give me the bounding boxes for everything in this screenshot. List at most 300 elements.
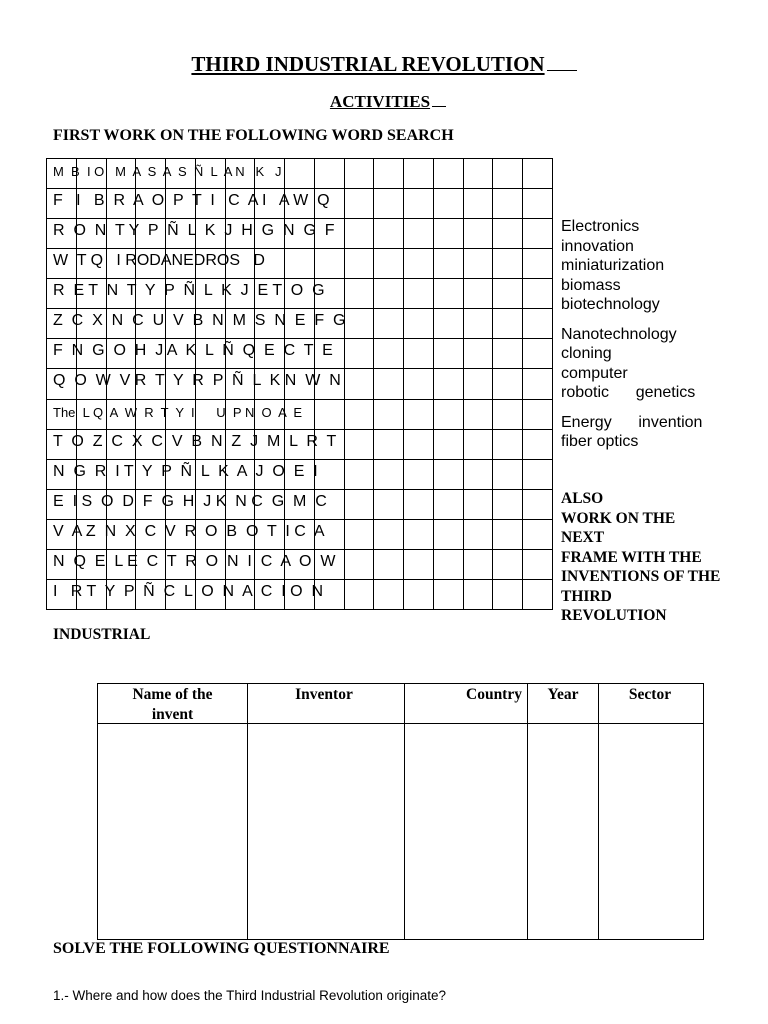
grid-cell <box>345 279 375 309</box>
grid-cell <box>345 189 375 219</box>
grid-cell <box>255 279 285 309</box>
grid-cell <box>345 309 375 339</box>
grid-cell <box>77 400 107 430</box>
grid-cell <box>166 189 196 219</box>
word-search-row: R O N T Y P Ñ L K J H G N G F <box>53 222 335 240</box>
grid-cell <box>136 430 166 460</box>
grid-cell <box>107 460 137 490</box>
grid-cell <box>493 189 523 219</box>
grid-cell <box>285 369 315 399</box>
grid-cell <box>434 430 464 460</box>
grid-cell <box>136 279 166 309</box>
grid-cell <box>47 520 77 550</box>
also-line: ALSO <box>561 490 604 507</box>
grid-cell <box>464 430 494 460</box>
grid-cell <box>226 490 256 520</box>
header-name: Name of the invent <box>132 686 213 723</box>
grid-cell <box>196 369 226 399</box>
grid-cell <box>285 159 315 189</box>
grid-cell <box>374 159 404 189</box>
word-list-item: cloning <box>561 345 612 362</box>
grid-cell <box>493 550 523 580</box>
grid-cell <box>493 219 523 249</box>
grid-cell <box>434 159 464 189</box>
grid-cell <box>196 309 226 339</box>
grid-cell <box>136 490 166 520</box>
grid-cell <box>47 400 77 430</box>
grid-cell <box>136 580 166 610</box>
grid-cell <box>523 339 553 369</box>
grid-cell <box>285 490 315 520</box>
grid-cell <box>315 430 345 460</box>
grid-cell <box>196 430 226 460</box>
grid-cell <box>374 580 404 610</box>
grid-cell <box>374 520 404 550</box>
grid-cell <box>493 339 523 369</box>
word-list-item: innovation <box>561 237 634 255</box>
grid-cell <box>493 520 523 550</box>
grid-cell <box>404 490 434 520</box>
grid-cell <box>464 520 494 550</box>
grid-cell <box>226 219 256 249</box>
grid-cell <box>196 189 226 219</box>
grid-cell <box>523 309 553 339</box>
grid-cell <box>166 400 196 430</box>
grid-cell <box>255 219 285 249</box>
grid-cell <box>285 339 315 369</box>
grid-cell <box>315 460 345 490</box>
also-line: FRAME WITH THE <box>561 548 702 566</box>
grid-cell <box>345 460 375 490</box>
grid-cell <box>166 369 196 399</box>
grid-cell <box>523 369 553 399</box>
grid-cell <box>196 249 226 279</box>
grid-cell <box>196 460 226 490</box>
grid-cell <box>47 490 77 520</box>
grid-cell <box>166 430 196 460</box>
grid-cell <box>315 490 345 520</box>
grid-cell <box>464 249 494 279</box>
grid-cell <box>374 550 404 580</box>
grid-cell <box>285 550 315 580</box>
grid-cell <box>315 580 345 610</box>
word-search-row: M B I O M A S A S Ñ L A N K J <box>53 164 282 179</box>
grid-cell <box>47 159 77 189</box>
grid-cell <box>77 309 107 339</box>
grid-cell <box>255 339 285 369</box>
grid-cell <box>404 550 434 580</box>
grid-cell <box>107 159 137 189</box>
grid-cell <box>226 279 256 309</box>
grid-cell <box>464 550 494 580</box>
grid-cell <box>226 550 256 580</box>
word-search-instruction: FIRST WORK ON THE FOLLOWING WORD SEARCH <box>53 127 454 144</box>
grid-cell <box>345 339 375 369</box>
grid-cell <box>107 339 137 369</box>
grid-cell <box>464 369 494 399</box>
grid-cell <box>315 189 345 219</box>
grid-cell <box>285 219 315 249</box>
page-title: THIRD INDUSTRIAL REVOLUTION <box>0 52 768 77</box>
also-line: REVOLUTION <box>561 607 667 624</box>
grid-cell <box>464 339 494 369</box>
grid-cell <box>434 249 464 279</box>
grid-cell <box>464 189 494 219</box>
word-search-row: I R T Y P Ñ C L O N A C I O N <box>53 582 324 600</box>
grid-cell <box>255 159 285 189</box>
word-list-item: Electronics <box>561 218 640 235</box>
grid-cell <box>315 279 345 309</box>
grid-cell <box>464 400 494 430</box>
grid-cell <box>255 580 285 610</box>
grid-cell <box>107 219 137 249</box>
grid-cell <box>107 490 137 520</box>
grid-cell <box>136 550 166 580</box>
grid-cell <box>47 550 77 580</box>
grid-cell <box>434 309 464 339</box>
grid-cell <box>47 189 77 219</box>
grid-cell <box>226 309 256 339</box>
word-search-row: W T Q I RODANEDROS D <box>53 252 265 270</box>
grid-cell <box>166 219 196 249</box>
grid-cell <box>196 550 226 580</box>
grid-cell <box>196 219 226 249</box>
grid-cell <box>107 309 137 339</box>
grid-cell <box>315 550 345 580</box>
grid-cell <box>77 369 107 399</box>
grid-cell <box>226 339 256 369</box>
word-search-row: Q O W V R T Y R P Ñ L K N W N <box>53 372 341 390</box>
grid-cell <box>285 460 315 490</box>
grid-cell <box>77 430 107 460</box>
grid-cell <box>196 159 226 189</box>
grid-cell <box>47 249 77 279</box>
grid-cell <box>434 369 464 399</box>
grid-cell <box>345 400 375 430</box>
grid-cell <box>107 189 137 219</box>
grid-cell <box>136 339 166 369</box>
grid-cell <box>493 369 523 399</box>
grid-cell <box>166 460 196 490</box>
grid-cell <box>196 400 226 430</box>
grid-cell <box>226 249 256 279</box>
grid-cell <box>166 309 196 339</box>
questionnaire-heading: SOLVE THE FOLLOWING QUESTIONNAIRE <box>53 940 390 957</box>
grid-cell <box>464 159 494 189</box>
grid-cell <box>77 520 107 550</box>
grid-cell <box>166 550 196 580</box>
word-list-item: biotechnology <box>561 296 660 313</box>
grid-cell <box>493 400 523 430</box>
grid-cell <box>196 339 226 369</box>
grid-cell <box>434 339 464 369</box>
grid-cell <box>434 520 464 550</box>
grid-cell <box>77 249 107 279</box>
grid-cell <box>374 249 404 279</box>
header-year: Year <box>547 686 579 703</box>
grid-cell <box>434 400 464 430</box>
grid-cell <box>196 520 226 550</box>
word-search-row: The L Q A W R T Y I U P N O A E <box>53 404 303 420</box>
grid-cell <box>374 339 404 369</box>
grid-cell <box>493 309 523 339</box>
grid-cell <box>374 189 404 219</box>
grid-cell <box>285 249 315 279</box>
grid-cell <box>404 369 434 399</box>
grid-cell <box>493 159 523 189</box>
word-search-grid <box>46 158 553 610</box>
grid-cell <box>285 400 315 430</box>
grid-cell <box>285 309 315 339</box>
grid-cell <box>226 520 256 550</box>
grid-cell <box>464 309 494 339</box>
grid-cell <box>107 279 137 309</box>
grid-cell <box>77 159 107 189</box>
grid-cell <box>464 490 494 520</box>
grid-cell <box>315 309 345 339</box>
grid-cell <box>493 460 523 490</box>
grid-cell <box>166 490 196 520</box>
grid-cell <box>107 580 137 610</box>
grid-cell <box>285 580 315 610</box>
grid-cell <box>464 580 494 610</box>
grid-cell <box>345 369 375 399</box>
also-instruction <box>561 489 720 626</box>
grid-cell <box>523 490 553 520</box>
also-line: NEXT <box>561 529 605 546</box>
grid-cell <box>255 400 285 430</box>
grid-cell <box>315 339 345 369</box>
grid-cell <box>493 279 523 309</box>
grid-cell <box>404 460 434 490</box>
word-search-row: F I B R A O P T I C A I A W Q <box>53 192 330 210</box>
grid-cell <box>345 249 375 279</box>
grid-cell <box>77 580 107 610</box>
grid-cell <box>345 520 375 550</box>
grid-cell <box>464 460 494 490</box>
grid-cell <box>315 520 345 550</box>
grid-cell <box>315 400 345 430</box>
grid-cell <box>47 309 77 339</box>
grid-cell <box>226 580 256 610</box>
grid-cell <box>136 219 166 249</box>
grid-cell <box>47 460 77 490</box>
grid-cell <box>374 490 404 520</box>
grid-cell <box>404 249 434 279</box>
grid-cell <box>404 219 434 249</box>
grid-cell <box>166 339 196 369</box>
industrial-label: INDUSTRIAL <box>53 626 151 643</box>
grid-cell <box>345 580 375 610</box>
grid-cell <box>255 309 285 339</box>
grid-cell <box>434 550 464 580</box>
grid-cell <box>404 279 434 309</box>
word-list-item: fiber optics <box>561 433 639 450</box>
grid-cell <box>434 460 464 490</box>
grid-cell <box>255 430 285 460</box>
grid-cell <box>434 189 464 219</box>
grid-cell <box>196 490 226 520</box>
grid-cell <box>434 219 464 249</box>
also-line: THIRD <box>561 587 612 605</box>
also-line: INVENTIONS OF THE <box>561 568 721 585</box>
grid-cell <box>255 460 285 490</box>
grid-cell <box>47 580 77 610</box>
grid-cell <box>107 369 137 399</box>
grid-cell <box>404 580 434 610</box>
word-list <box>561 217 702 452</box>
grid-cell <box>136 460 166 490</box>
grid-cell <box>374 279 404 309</box>
grid-cell <box>523 580 553 610</box>
grid-cell <box>464 279 494 309</box>
grid-cell <box>374 430 404 460</box>
grid-cell <box>404 339 434 369</box>
header-inventor: Inventor <box>295 686 353 703</box>
question-1: 1.- Where and how does the Third Industrial Revolution originate? <box>53 988 446 1003</box>
grid-cell <box>345 430 375 460</box>
grid-cell <box>285 430 315 460</box>
grid-cell <box>166 159 196 189</box>
grid-cell <box>166 580 196 610</box>
grid-cell <box>374 219 404 249</box>
grid-cell <box>523 550 553 580</box>
grid-cell <box>47 219 77 249</box>
grid-cell <box>345 159 375 189</box>
grid-cell <box>226 430 256 460</box>
grid-cell <box>285 279 315 309</box>
grid-cell <box>434 490 464 520</box>
grid-cell <box>47 430 77 460</box>
grid-cell <box>315 369 345 399</box>
grid-cell <box>226 460 256 490</box>
grid-cell <box>404 520 434 550</box>
grid-cell <box>493 490 523 520</box>
grid-cell <box>434 279 464 309</box>
grid-cell <box>404 189 434 219</box>
grid-cell <box>107 430 137 460</box>
grid-cell <box>107 520 137 550</box>
grid-cell <box>77 219 107 249</box>
grid-cell <box>196 279 226 309</box>
grid-cell <box>285 189 315 219</box>
grid-cell <box>315 249 345 279</box>
word-search-row: V A Z N X C V R O B O T I C A <box>53 522 325 540</box>
grid-cell <box>434 580 464 610</box>
word-search-row: E I S O D F G H J K N C G M C <box>53 492 327 510</box>
grid-cell <box>404 309 434 339</box>
grid-cell <box>166 249 196 279</box>
grid-cell <box>285 520 315 550</box>
grid-cell <box>255 369 285 399</box>
grid-cell <box>136 189 166 219</box>
grid-cell <box>255 189 285 219</box>
grid-cell <box>523 460 553 490</box>
grid-cell <box>226 159 256 189</box>
grid-cell <box>374 369 404 399</box>
grid-cell <box>464 219 494 249</box>
grid-cell <box>136 520 166 550</box>
grid-cell <box>493 580 523 610</box>
word-search-row: T O Z C X C V B N Z J M L R T <box>53 432 337 450</box>
word-search-row: R E T N T Y P Ñ L K J E T O G <box>53 282 325 300</box>
grid-cell <box>226 400 256 430</box>
grid-cell <box>47 339 77 369</box>
grid-cell <box>523 520 553 550</box>
grid-cell <box>255 550 285 580</box>
header-sector: Sector <box>628 686 672 703</box>
grid-cell <box>523 219 553 249</box>
word-search-row: Z C X N C U V B N M S N E F G <box>53 312 346 330</box>
grid-cell <box>315 219 345 249</box>
grid-cell <box>226 189 256 219</box>
grid-cell <box>493 249 523 279</box>
grid-cell <box>136 159 166 189</box>
grid-cell <box>523 159 553 189</box>
word-list-item: computer <box>561 364 628 382</box>
grid-cell <box>107 400 137 430</box>
grid-cell <box>523 430 553 460</box>
grid-cell <box>374 400 404 430</box>
word-list-item: Energy invention <box>561 413 703 431</box>
grid-cell <box>523 189 553 219</box>
word-search-row: N Q E L E C T R O N I C A O W <box>53 552 336 570</box>
grid-cell <box>374 309 404 339</box>
word-search-row: N G R I T Y P Ñ L K A J O E I <box>53 462 318 480</box>
grid-cell <box>374 460 404 490</box>
grid-cell <box>315 159 345 189</box>
grid-cell <box>523 400 553 430</box>
grid-cell <box>47 279 77 309</box>
header-country: Country <box>466 686 522 703</box>
grid-cell <box>166 279 196 309</box>
also-line: WORK ON THE <box>561 509 676 527</box>
grid-cell <box>77 279 107 309</box>
grid-cell <box>226 369 256 399</box>
word-list-item: biomass <box>561 276 621 294</box>
grid-cell <box>166 520 196 550</box>
word-list-item: miniaturization <box>561 257 665 274</box>
page-subtitle: ACTIVITIES <box>0 92 768 112</box>
grid-cell <box>345 490 375 520</box>
word-search-row: F N G O H J A K L Ñ Q E C T E <box>53 342 333 360</box>
grid-cell <box>136 369 166 399</box>
grid-cell <box>345 219 375 249</box>
grid-cell <box>77 550 107 580</box>
inventions-table <box>97 683 704 940</box>
grid-cell <box>523 249 553 279</box>
grid-cell <box>255 520 285 550</box>
grid-cell <box>136 400 166 430</box>
grid-cell <box>136 309 166 339</box>
grid-cell <box>523 279 553 309</box>
grid-cell <box>255 490 285 520</box>
grid-cell <box>77 189 107 219</box>
word-list-item: Nanotechnology <box>561 325 677 343</box>
grid-cell <box>255 249 285 279</box>
grid-cell <box>47 369 77 399</box>
grid-cell <box>196 580 226 610</box>
grid-cell <box>345 550 375 580</box>
grid-cell <box>77 490 107 520</box>
grid-cell <box>107 550 137 580</box>
grid-cell <box>493 430 523 460</box>
grid-cell <box>404 159 434 189</box>
word-list-item: robotic genetics <box>561 384 696 401</box>
grid-cell <box>404 430 434 460</box>
grid-cell <box>404 400 434 430</box>
grid-cell <box>107 249 137 279</box>
